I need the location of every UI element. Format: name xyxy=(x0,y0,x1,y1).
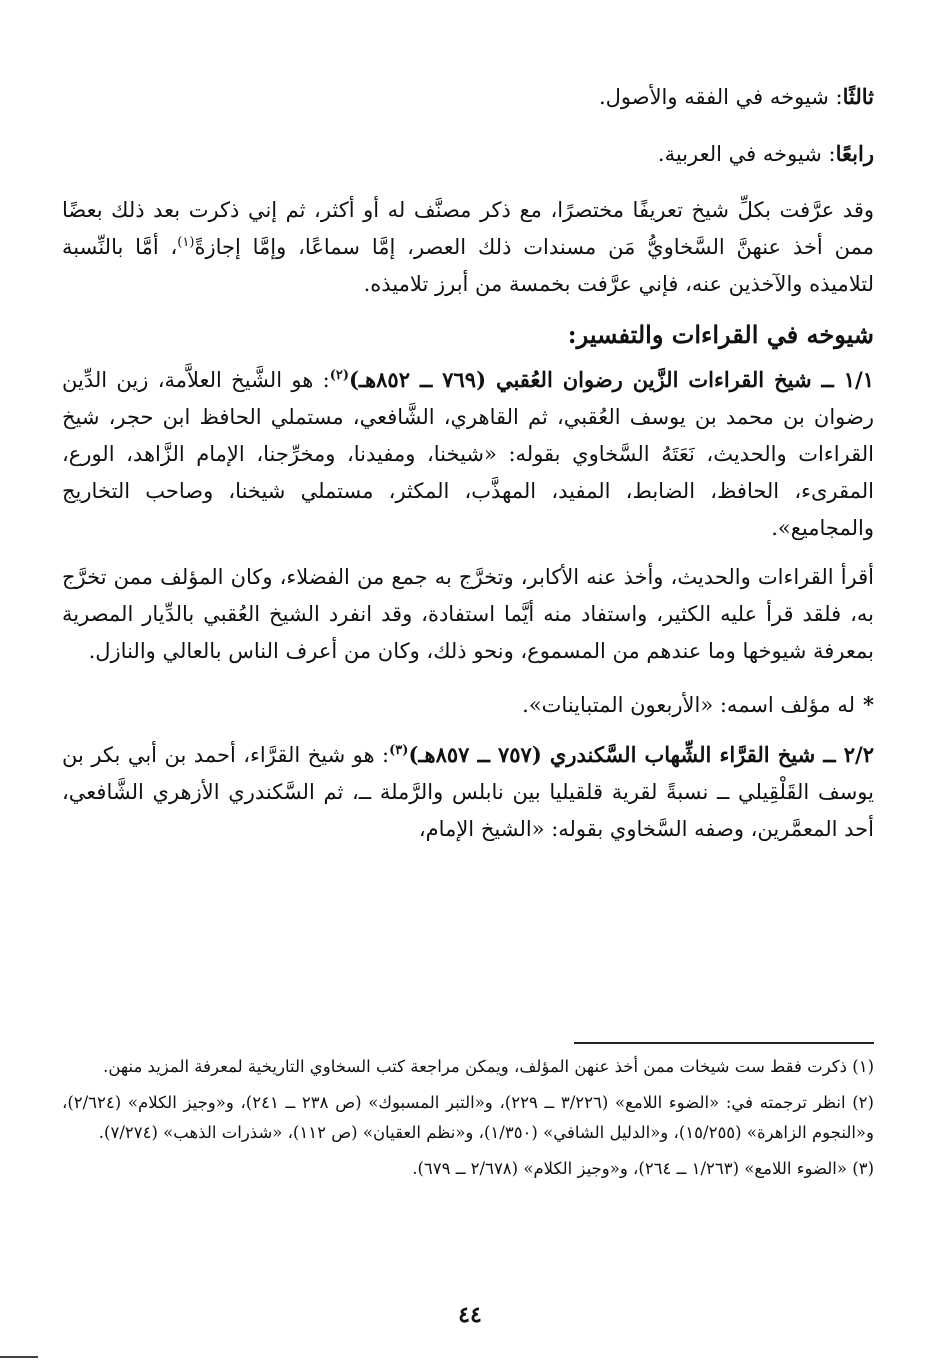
entry-text: : هو الشَّيخ العلاَّمة، زين الدِّين رضوان بن محمد بن يوسف العُقبي، ثم القاهري، الشَّافعي، مستملي الحافظ ابن حجر، شيخ القراءات والحديث، نَعَتَهُ السَّخاوي بقوله: «شيخنا، ومفيدنا، ومخرِّجنا، الإمام الزَّاهد، الورع، المقرىء، الحافظ، الضابط، المفيد، المهذَّب، المكثر، مستملي شيخنا، وصاحب التخاريج والمجاميع». xyxy=(62,368,874,540)
intro-text-end: ، أمَّا بالنِّسبة لتلاميذه والآخذين عنه، فإني عرَّفت بخمسة من أبرز تلاميذه. xyxy=(62,235,874,296)
page-body xyxy=(62,78,874,848)
entry-paragraph xyxy=(62,736,874,848)
entry-lead: ١/١ ــ شيخ القراءات الزَّين رضوان العُقبي (٧٦٩ ــ ٨٥٢هـ) xyxy=(348,367,874,392)
footnote: (٢) انظر ترجمته في: «الضوء اللامع» (٣/٢٢٦ ــ ٢٢٩)، و«التبر المسبوك» (ص ٢٣٨ ــ ٢٤١)، و«وجيز الكلام» (٢/٦٢٤)، و«النجوم الزاهرة» (١٥/٢٥٥)، و«الدليل الشافي» (١/٣٥٠)، و«نظم العقيان» (ص ١١٢)، «شذرات الذهب» (٧/٢٧٤). xyxy=(62,1093,874,1142)
list-line-third xyxy=(62,78,874,116)
footnote-ref: (٢) xyxy=(329,368,349,383)
page-number: ٤٤ xyxy=(458,1302,482,1328)
footnote: (١) ذكرت فقط ست شيخات ممن أخذ عنهن المؤلف، ويمكن مراجعة كتب السخاوي التاريخية لمعرفة المزيد منهن. xyxy=(103,1057,874,1076)
list-line-text: : شيوخه في الفقه والأصول. xyxy=(598,85,843,109)
footnote-divider xyxy=(574,1042,874,1044)
intro-paragraph xyxy=(62,192,874,303)
scan-edge-mark xyxy=(0,1356,38,1358)
footnote-ref: (١) xyxy=(177,235,195,250)
list-line-fourth xyxy=(62,135,874,173)
section-heading: شيوخه في القراءات والتفسير: xyxy=(567,320,874,349)
entry-lead: ٢/٢ ــ شيخ القرَّاء الشِّهاب السَّكندري (٧٥٧ ــ ٨٥٧هـ) xyxy=(408,742,874,767)
entry-paragraph xyxy=(62,361,874,547)
intro-text: وقد عرَّفت بكلِّ شيخ تعريفًا مختصرًا، مع ذكر مصنَّف له أو أكثر، ثم إني ذكرت بعد ذلك بعضًا ممن أخذ عنهنَّ السَّخاويُّ مَن مسندات ذلك العصر، إمَّا سماعًا، وإمَّا إجازةً xyxy=(62,198,875,259)
bullet-text: له مؤلف اسمه: «الأربعون المتباينات». xyxy=(522,693,856,717)
entry-text: : هو شيخ القرَّاء، أحمد بن أبي بكر بن يوسف القَلْقِيلي ــ نسبةً لقرية قلقيليا بين نابلس والرَّملة ــ، ثم السَّكندري الأزهري الشَّافعي، أحد المعمَّرين، وصفه السَّخاوي بقوله: «الشيخ الإمام، xyxy=(62,743,875,841)
bullet-star-icon: * xyxy=(863,692,874,717)
entry-paragraph: أقرأ القراءات والحديث، وأخذ عنه الأكابر، وتخرَّج به جمع من الفضلاء، وكان المؤلف ممن تخرَّج به، فلقد قرأ عليه الكثير، واستفاد منه أيَّما استفادة، وقد انفرد الشيخ العُقبي بالدِّيار المصرية بمعرفة شيوخها وما عندهم من المسموع، ونحو ذلك، وكان من أعرف الناس بالعالي والنازل. xyxy=(62,565,874,663)
list-line-text: : شيوخه في العربية. xyxy=(657,142,836,166)
footnote: (٣) «الضوء اللامع» (١/٢٦٣ ــ ٢٦٤)، و«وجيز الكلام» (٢/٦٧٨ ــ ٦٧٩). xyxy=(412,1159,874,1178)
ordinal-label: ثالثًا xyxy=(842,84,874,109)
footnotes xyxy=(62,1052,874,1190)
ordinal-label: رابعًا xyxy=(835,141,874,166)
footnote-ref: (٣) xyxy=(389,743,409,758)
bullet-line xyxy=(62,686,874,724)
